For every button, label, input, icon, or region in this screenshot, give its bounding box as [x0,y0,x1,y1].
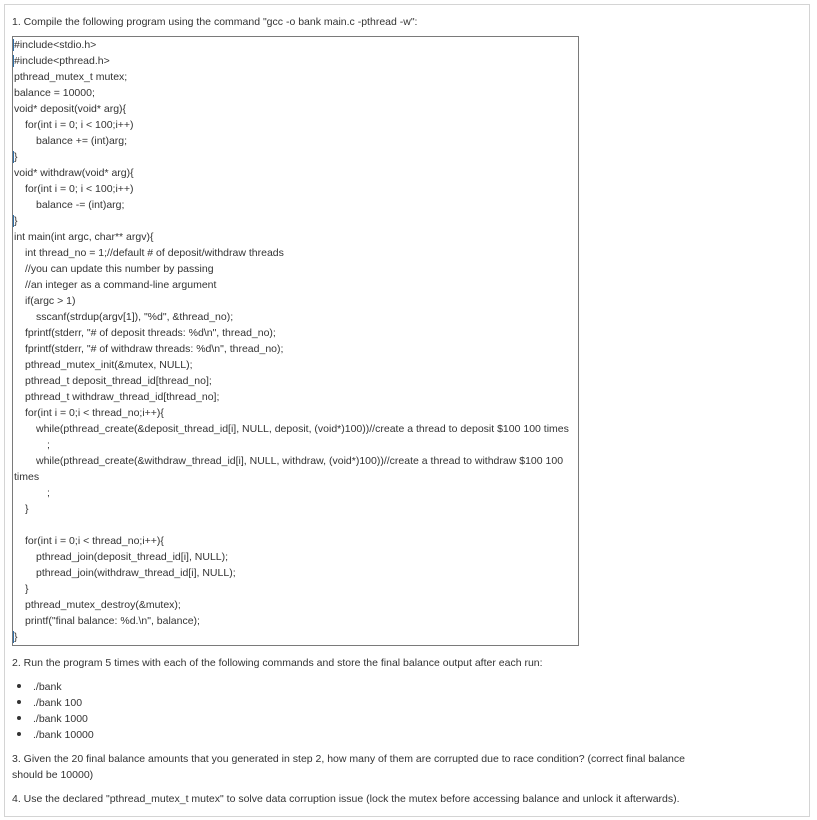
question-3-line-2: should be 10000) [12,769,94,781]
code-line-join-withdraw: pthread_join(withdraw_thread_id[i], NULL); [36,567,236,579]
list-item [17,728,94,742]
code-line-create-loop: for(int i = 0;i < thread_no;i++){ [25,407,164,419]
code-line-printf-balance: printf("final balance: %d.\n", balance); [25,615,200,627]
code-line-close-brace: } [14,215,18,227]
code-line-join-loop: for(int i = 0;i < thread_no;i++){ [25,535,164,547]
code-line-deposit-for: for(int i = 0; i < 100;i++) [25,119,134,131]
code-line-create-withdraw-wrap: times [14,471,40,483]
code-line-main-signature: int main(int argc, char** argv){ [14,231,154,243]
bullet-icon [17,732,21,736]
code-line-comment-1: //you can update this number by passing [25,263,214,275]
list-item [17,680,62,694]
code-line-deposit-thread-id: pthread_t deposit_thread_id[thread_no]; [25,375,212,387]
code-line-mutex-init: pthread_mutex_init(&mutex, NULL); [25,359,193,371]
code-line-semicolon: ; [47,439,50,451]
code-line-close-brace: } [25,503,29,515]
question-3-line-1: 3. Given the 20 final balance amounts that you generated in step 2, how many of them are corrupted due to race condition? (correct final balance [12,753,685,765]
list-item [17,712,88,726]
code-line-close-brace: } [14,631,18,643]
code-line-sscanf: sscanf(strdup(argv[1]), "%d", &thread_no); [36,311,234,323]
code-line-deposit-body: balance += (int)arg; [36,135,128,147]
bullet-icon [17,716,21,720]
list-item [17,696,82,710]
command-text: ./bank 1000 [33,713,88,725]
code-line-comment-2: //an integer as a command-line argument [25,279,217,291]
code-line-include-pthread: #include<pthread.h> [14,55,110,67]
code-line-withdraw-signature: void* withdraw(void* arg){ [14,167,134,179]
code-line-create-withdraw: while(pthread_create(&withdraw_thread_id[i], NULL, withdraw, (void*)100))//create a thread to withdraw $100 100 [36,455,564,467]
code-line-fprintf-withdraw: fprintf(stderr, "# of withdraw threads: %d\n", thread_no); [25,343,284,355]
command-text: ./bank 10000 [33,729,94,741]
bullet-icon [17,700,21,704]
question-2-text: 2. Run the program 5 times with each of the following commands and store the final balance output after each run: [12,657,543,669]
code-line-close-brace: } [25,583,29,595]
code-line-fprintf-deposit: fprintf(stderr, "# of deposit threads: %d\n", thread_no); [25,327,276,339]
code-line-include-stdio: #include<stdio.h> [14,39,97,51]
code-block [12,36,579,646]
code-line-if-argc: if(argc > 1) [25,295,76,307]
code-line-mutex-destroy: pthread_mutex_destroy(&mutex); [25,599,181,611]
command-text: ./bank [33,681,62,693]
code-line-withdraw-body: balance -= (int)arg; [36,199,125,211]
code-line-withdraw-thread-id: pthread_t withdraw_thread_id[thread_no]; [25,391,220,403]
code-line-thread-no: int thread_no = 1;//default # of deposit/withdraw threads [25,247,284,259]
code-line-join-deposit: pthread_join(deposit_thread_id[i], NULL); [36,551,229,563]
question-1-text: 1. Compile the following program using the command "gcc -o bank main.c -pthread -w": [12,16,418,28]
command-text: ./bank 100 [33,697,83,709]
code-line-balance-decl: balance = 10000; [14,87,95,99]
bullet-icon [17,684,21,688]
code-line-close-brace: } [14,151,18,163]
code-line-semicolon: ; [47,487,50,499]
code-line-mutex-decl: pthread_mutex_t mutex; [14,71,128,83]
question-4-text: 4. Use the declared "pthread_mutex_t mutex" to solve data corruption issue (lock the mutex before accessing balance and unlock it afterwards). [12,793,680,805]
code-line-create-deposit: while(pthread_create(&deposit_thread_id[i], NULL, deposit, (void*)100))//create a thread to deposit $100 100 times [36,423,569,435]
code-line-withdraw-for: for(int i = 0; i < 100;i++) [25,183,134,195]
code-line-deposit-signature: void* deposit(void* arg){ [14,103,127,115]
